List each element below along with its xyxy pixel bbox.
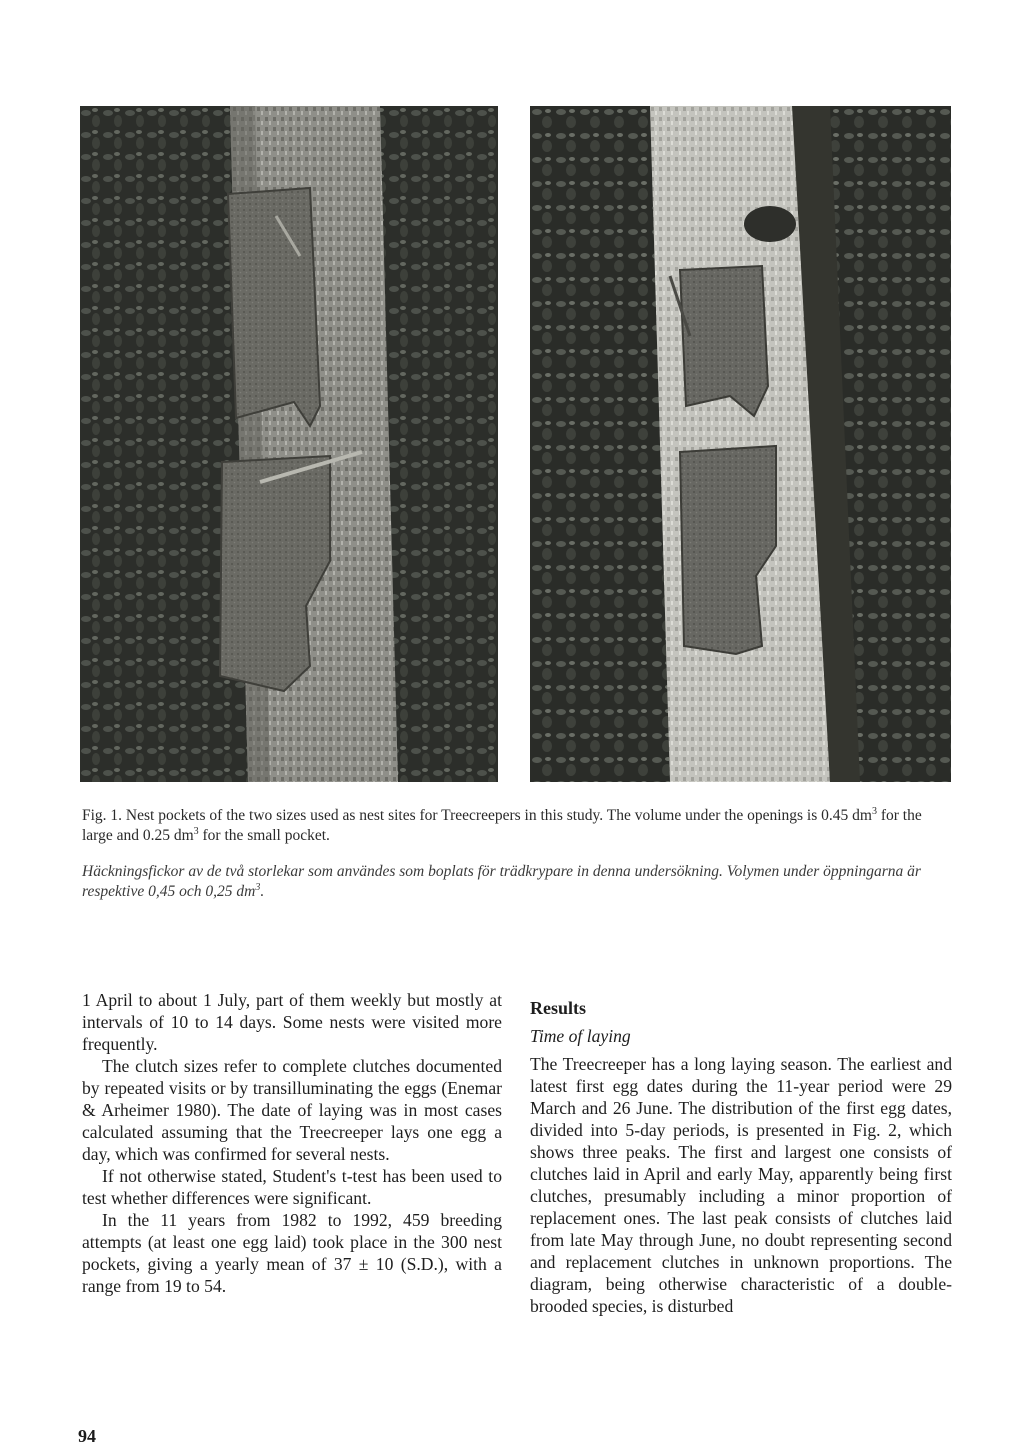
- caption-en-superscript-1: 3: [871, 805, 877, 817]
- caption-en-text-3: for the small pocket.: [198, 827, 330, 844]
- figure-caption-english: [82, 806, 952, 846]
- caption-sv-superscript: 3: [255, 881, 261, 893]
- caption-en-text-1: Fig. 1. Nest pockets of the two sizes used as nest sites for Treecreepers in this study. The volume under the openings is 0.45 dm: [82, 807, 872, 824]
- caption-sv-text-1: Häckningsfickor av de två storlekar som användes som boplats för trädkrypare in denna undersökning. Volymen under öppningarna är respektive 0,45 och 0,25 dm: [82, 863, 921, 900]
- page-number: 94: [78, 1426, 96, 1446]
- paragraph: The Treecreeper has a long laying season. The earliest and latest first egg dates during the 11-year period were 29 March and 26 June. The distribution of the first egg dates, divided into 5-day periods, is presented in Fig. 2, which shows three peaks. The first and largest one consists of clutches laid in April and early May, apparently being first clutches, presumably including a minor proportion of replacement ones. The last peak consists of clutches laid from late May through June, no doubt representing second and replacement clutches in unknown proportions. The diagram, being otherwise characteristic of a double-brooded species, is disturbed: [530, 1054, 952, 1316]
- paragraph: The clutch sizes refer to complete clutches documented by repeated visits or by transilluminating the eggs (Enemar & Arheimer 1980). The date of laying was in most cases calculated assuming that the Treecreeper lays one egg a day, which was confirmed for several nests.: [82, 1056, 502, 1164]
- section-heading: Results: [530, 998, 587, 1018]
- caption-en-superscript-2: 3: [193, 825, 199, 837]
- tree-photo-right: [530, 106, 951, 782]
- caption-sv-text-2: .: [260, 883, 265, 900]
- paragraph: 1 April to about 1 July, part of them weekly but mostly at intervals of 10 to 14 days. Some nests were visited more frequently.: [82, 990, 502, 1054]
- figure-caption-swedish: [82, 862, 952, 902]
- paragraph: If not otherwise stated, Student's t-test has been used to test whether differences were significant.: [82, 1166, 502, 1208]
- paragraph: In the 11 years from 1982 to 1992, 459 breeding attempts (at least one egg laid) took place in the 300 nest pockets, giving a yearly mean of 37 ± 10 (S.D.), with a range from 19 to 54.: [82, 1210, 502, 1296]
- tree-photo-left: [80, 106, 498, 782]
- caption-en-text-2: for the large and 0.25 dm: [82, 807, 922, 844]
- figure-photo-small-pocket: [530, 106, 951, 782]
- body-column-left: [82, 989, 502, 1297]
- figure-photo-large-pocket: [80, 106, 498, 782]
- subsection-heading: Time of laying: [530, 1026, 631, 1046]
- body-column-right: [530, 989, 952, 1317]
